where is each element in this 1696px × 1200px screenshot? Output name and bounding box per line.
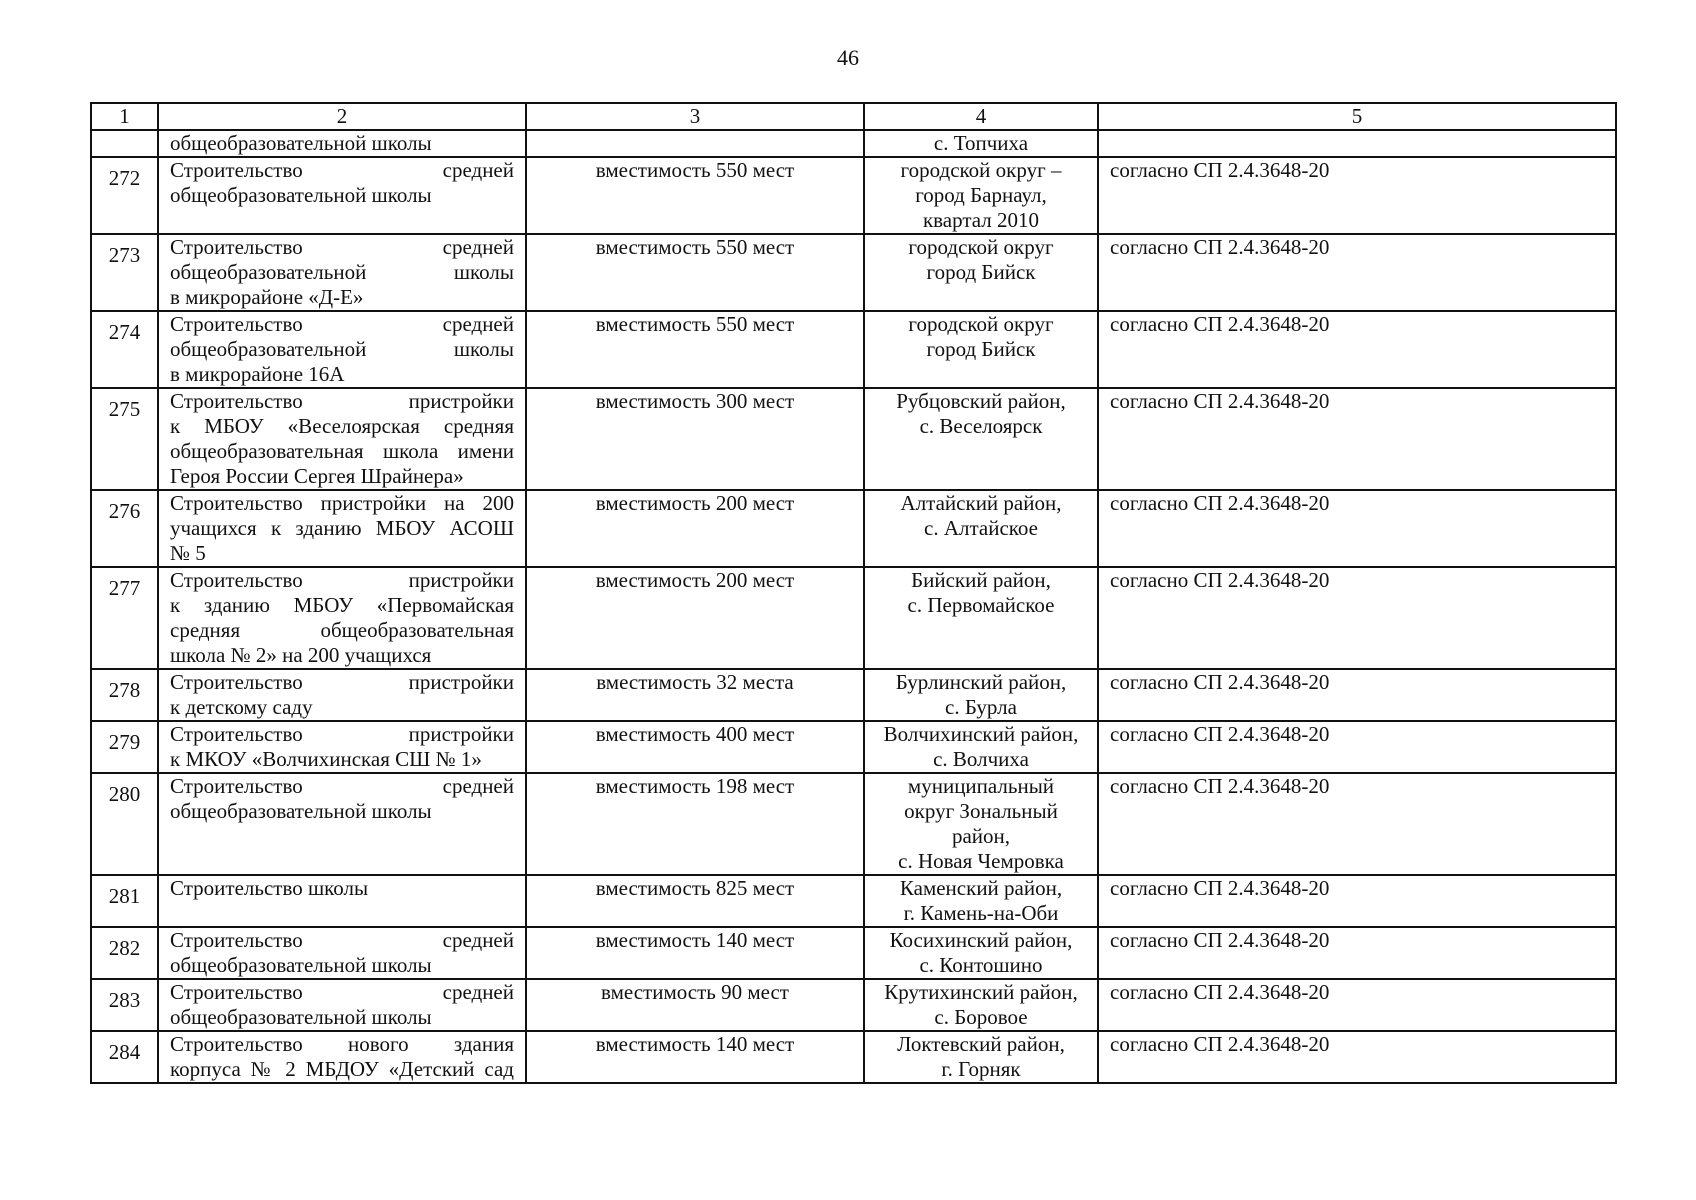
object-name-cell	[158, 927, 526, 979]
capacity-cell: вместимость 825 мест	[526, 875, 864, 927]
location-line: город Бийск	[926, 337, 1036, 361]
object-name-line: в микрорайоне 16А	[170, 362, 345, 386]
location-cell	[864, 669, 1098, 721]
capacity-cell: вместимость 32 места	[526, 669, 864, 721]
location-line: город Бийск	[926, 260, 1036, 284]
capacity-cell: вместимость 90 мест	[526, 979, 864, 1031]
location-line: город Барнаул,	[915, 183, 1047, 207]
location-line: с. Волчиха	[933, 747, 1029, 771]
row-number: 275	[91, 388, 158, 490]
object-name-line: Строительство средней	[170, 774, 514, 798]
location-cell	[864, 234, 1098, 311]
table-row	[91, 875, 1616, 927]
object-name-line: Строительство средней	[170, 312, 514, 336]
location-line: квартал 2010	[922, 208, 1040, 232]
object-name-line: Строительство средней	[170, 158, 514, 182]
capacity-cell: вместимость 140 мест	[526, 927, 864, 979]
object-name-line: Строительство пристройки на 200	[170, 491, 514, 515]
norm-cell: согласно СП 2.4.3648-20	[1098, 388, 1616, 490]
object-name-line: Строительство школы	[170, 876, 369, 900]
object-name-line: общеобразовательной школы	[170, 131, 432, 155]
location-line: Алтайский район,	[900, 491, 1062, 515]
norm-cell: согласно СП 2.4.3648-20	[1098, 669, 1616, 721]
location-line: район,	[951, 824, 1011, 848]
table-row	[91, 311, 1616, 388]
location-line: Бийский район,	[911, 568, 1051, 592]
object-name-line: Строительство нового здания	[170, 1032, 514, 1056]
object-name-line: в микрорайоне «Д-Е»	[170, 285, 364, 309]
norm-cell: согласно СП 2.4.3648-20	[1098, 875, 1616, 927]
document-table	[90, 102, 1617, 1084]
location-line: с. Алтайское	[924, 516, 1038, 540]
location-line: с. Топчиха	[933, 131, 1029, 155]
location-line: городской округ	[908, 312, 1054, 336]
location-cell	[864, 927, 1098, 979]
table-row	[91, 490, 1616, 567]
location-cell	[864, 979, 1098, 1031]
capacity-cell: вместимость 198 мест	[526, 773, 864, 875]
object-name-cell	[158, 234, 526, 311]
column-header: 5	[1098, 103, 1616, 130]
object-name-cell	[158, 567, 526, 669]
column-header: 2	[158, 103, 526, 130]
row-number: 282	[91, 927, 158, 979]
norm-cell: согласно СП 2.4.3648-20	[1098, 567, 1616, 669]
object-name-line: Строительство средней	[170, 980, 514, 1004]
norm-cell: согласно СП 2.4.3648-20	[1098, 234, 1616, 311]
location-line: Бурлинский район,	[895, 670, 1067, 694]
table-row	[91, 721, 1616, 773]
norm-cell: согласно СП 2.4.3648-20	[1098, 1031, 1616, 1083]
capacity-cell	[526, 130, 864, 157]
row-number: 280	[91, 773, 158, 875]
row-number: 272	[91, 157, 158, 234]
object-name-cell	[158, 157, 526, 234]
row-number: 274	[91, 311, 158, 388]
object-name-line: учащихся к зданию МБОУ АСОШ	[170, 516, 514, 540]
location-line: Крутихинский район,	[884, 980, 1078, 1004]
object-name-cell	[158, 875, 526, 927]
object-name-line: общеобразовательная школа имени	[170, 439, 514, 463]
location-cell	[864, 388, 1098, 490]
location-line: Каменский район,	[899, 876, 1063, 900]
location-cell	[864, 875, 1098, 927]
row-number: 278	[91, 669, 158, 721]
location-line: с. Контошино	[919, 953, 1043, 977]
object-name-line: общеобразовательной школы	[170, 183, 432, 207]
norm-cell: согласно СП 2.4.3648-20	[1098, 773, 1616, 875]
capacity-cell: вместимость 550 мест	[526, 311, 864, 388]
row-number: 277	[91, 567, 158, 669]
object-name-line: Строительство пристройки	[170, 568, 514, 592]
location-line: г. Камень-на-Оби	[903, 901, 1059, 925]
row-number	[91, 130, 158, 157]
location-line: городской округ	[908, 235, 1054, 259]
location-cell	[864, 130, 1098, 157]
location-line: городской округ –	[900, 158, 1062, 182]
table-row	[91, 157, 1616, 234]
object-name-cell	[158, 721, 526, 773]
capacity-cell: вместимость 200 мест	[526, 490, 864, 567]
location-line: с. Бурла	[945, 695, 1017, 719]
object-name-line: Строительство пристройки	[170, 389, 514, 413]
object-name-cell	[158, 130, 526, 157]
capacity-cell: вместимость 550 мест	[526, 157, 864, 234]
object-name-cell	[158, 388, 526, 490]
object-name-line: общеобразовательной школы	[170, 953, 432, 977]
location-line: Косихинский район,	[889, 928, 1073, 952]
object-name-cell	[158, 490, 526, 567]
norm-cell: согласно СП 2.4.3648-20	[1098, 311, 1616, 388]
norm-cell: согласно СП 2.4.3648-20	[1098, 927, 1616, 979]
location-line: Рубцовский район,	[896, 389, 1066, 413]
object-name-line: корпуса № 2 МБДОУ «Детский сад	[170, 1057, 514, 1081]
object-name-line: общеобразовательной школы	[170, 1005, 432, 1029]
norm-cell: согласно СП 2.4.3648-20	[1098, 157, 1616, 234]
norm-cell	[1098, 130, 1616, 157]
norm-cell: согласно СП 2.4.3648-20	[1098, 721, 1616, 773]
row-number: 279	[91, 721, 158, 773]
object-name-line: школа № 2» на 200 учащихся	[170, 643, 432, 667]
location-line: с. Боровое	[934, 1005, 1028, 1029]
capacity-cell: вместимость 300 мест	[526, 388, 864, 490]
object-name-line: № 5	[170, 541, 206, 565]
location-line: с. Веселоярск	[919, 414, 1043, 438]
table-row	[91, 388, 1616, 490]
norm-cell: согласно СП 2.4.3648-20	[1098, 490, 1616, 567]
location-line: муниципальный	[907, 774, 1055, 798]
location-cell	[864, 773, 1098, 875]
table-row	[91, 669, 1616, 721]
object-name-line: Строительство пристройки	[170, 670, 514, 694]
row-number: 276	[91, 490, 158, 567]
page-number: 46	[837, 45, 859, 70]
column-header: 4	[864, 103, 1098, 130]
column-header: 1	[91, 103, 158, 130]
table-row	[91, 567, 1616, 669]
object-name-line: средняя общеобразовательная	[170, 618, 514, 642]
object-name-line: общеобразовательной школы	[170, 337, 514, 361]
object-name-line: Строительство средней	[170, 235, 514, 259]
row-number: 283	[91, 979, 158, 1031]
location-cell	[864, 157, 1098, 234]
object-name-line: к МБОУ «Веселоярская средняя	[170, 414, 514, 438]
norm-cell: согласно СП 2.4.3648-20	[1098, 979, 1616, 1031]
row-number: 284	[91, 1031, 158, 1083]
capacity-cell: вместимость 400 мест	[526, 721, 864, 773]
object-name-line: к МКОУ «Волчихинская СШ № 1»	[170, 747, 482, 771]
object-name-line: общеобразовательной школы	[170, 799, 432, 823]
object-name-line: Строительство средней	[170, 928, 514, 952]
column-header: 3	[526, 103, 864, 130]
object-name-line: Героя России Сергея Шрайнера»	[170, 464, 464, 488]
table-row	[91, 234, 1616, 311]
object-name-line: к зданию МБОУ «Первомайская	[170, 593, 514, 617]
object-name-cell	[158, 979, 526, 1031]
object-name-cell	[158, 669, 526, 721]
location-line: с. Первомайское	[907, 593, 1055, 617]
table-row	[91, 773, 1616, 875]
location-cell	[864, 721, 1098, 773]
location-cell	[864, 490, 1098, 567]
capacity-cell: вместимость 200 мест	[526, 567, 864, 669]
row-number: 273	[91, 234, 158, 311]
location-line: с. Новая Чемровка	[898, 849, 1064, 873]
location-line: Волчихинский район,	[883, 722, 1079, 746]
object-name-line: Строительство пристройки	[170, 722, 514, 746]
capacity-cell: вместимость 550 мест	[526, 234, 864, 311]
location-line: округ Зональный	[904, 799, 1058, 823]
table-header-row	[91, 103, 1616, 130]
table-row	[91, 1031, 1616, 1083]
table-row	[91, 979, 1616, 1031]
object-name-cell	[158, 773, 526, 875]
location-line: г. Горняк	[941, 1057, 1021, 1081]
capacity-cell: вместимость 140 мест	[526, 1031, 864, 1083]
table-row	[91, 927, 1616, 979]
table-row	[91, 130, 1616, 157]
object-name-line: общеобразовательной школы	[170, 260, 514, 284]
object-name-cell	[158, 311, 526, 388]
object-name-cell	[158, 1031, 526, 1083]
location-cell	[864, 567, 1098, 669]
row-number: 281	[91, 875, 158, 927]
location-cell	[864, 311, 1098, 388]
location-line: Локтевский район,	[897, 1032, 1065, 1056]
object-name-line: к детскому саду	[170, 695, 313, 719]
location-cell	[864, 1031, 1098, 1083]
